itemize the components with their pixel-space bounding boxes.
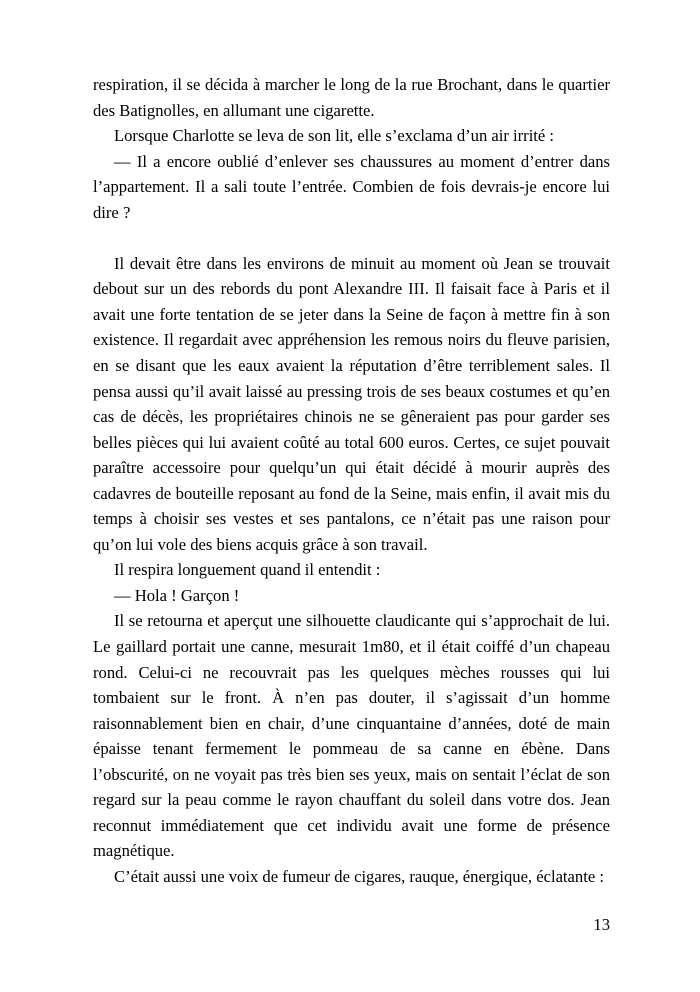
paragraph-block-1 (93, 72, 610, 225)
paragraph: Lorsque Charlotte se leva de son lit, elle s’exclama d’un air irrité : (114, 126, 555, 146)
paragraph-dialogue: — Il a encore oublié d’enlever ses chaussures au moment d’entrer dans l’appartement. Il a sali toute l’entrée. Combien de fois devrais-je encore lui dire ? (93, 151, 610, 222)
page-number: 13 (593, 915, 610, 934)
block-separator (93, 225, 610, 251)
page-text-body (93, 72, 610, 889)
paragraph: C’était aussi une voix de fumeur de cigares, rauque, énergique, éclatante : (114, 866, 604, 886)
paragraph: respiration, il se décida à marcher le long de la rue Brochant, dans le quartier des Batignolles, en allumant une cigarette. (93, 75, 610, 120)
paragraph: Il se retourna et aperçut une silhouette claudicante qui s’approchait de lui. Le gaillard portait une canne, mesurait 1m80, et il était coiffé d’un chapeau rond. Celui-ci ne recouvrait pas les quelques mèches rousses qui lui tombaient sur le front. À n’en pas douter, il s’agissait d’un homme raisonnablement bien en chair, d’une cinquantaine d’années, doté de main épaisse tenant fermement le pommeau de sa canne en ébène. Dans l’obscurité, on ne voyait pas très bien ses yeux, mais on sentait l’éclat de son regard sur la peau comme le rayon chauffant du soleil dans votre dos. Jean reconnut immédiatement que cet individu avait une forme de présence magnétique. (93, 611, 610, 861)
paragraph-dialogue: — Hola ! Garçon ! (114, 585, 240, 605)
paragraph: Il respira longuement quand il entendit : (114, 560, 381, 580)
paragraph-block-2 (93, 251, 610, 890)
paragraph: Il devait être dans les environs de minuit au moment où Jean se trouvait debout sur un des rebords du pont Alexandre III. Il faisait face à Paris et il avait une forte tentation de se jeter dans la Seine de façon à mettre fin à son existence. Il regardait avec appréhension les remous noirs du fleuve parisien, en se disant que les eaux avaient la réputation d’être terriblement sales. Il pensa aussi qu’il avait laissé au pressing trois de ses beaux costumes et qu’en cas de décès, les propriétaires chinois ne se gêneraient pas pour garder ses belles pièces qui lui avaient coûté au total 600 euros. Certes, ce sujet pouvait paraître accessoire pour quelqu’un qui était décidé à mourir auprès des cadavres de bouteille reposant au fond de la Seine, mais enfin, il avait mis du temps à choisir ses vestes et ses pantalons, ce n’était pas une raison pour qu’on lui vole des biens acquis grâce à son travail. (93, 253, 610, 554)
